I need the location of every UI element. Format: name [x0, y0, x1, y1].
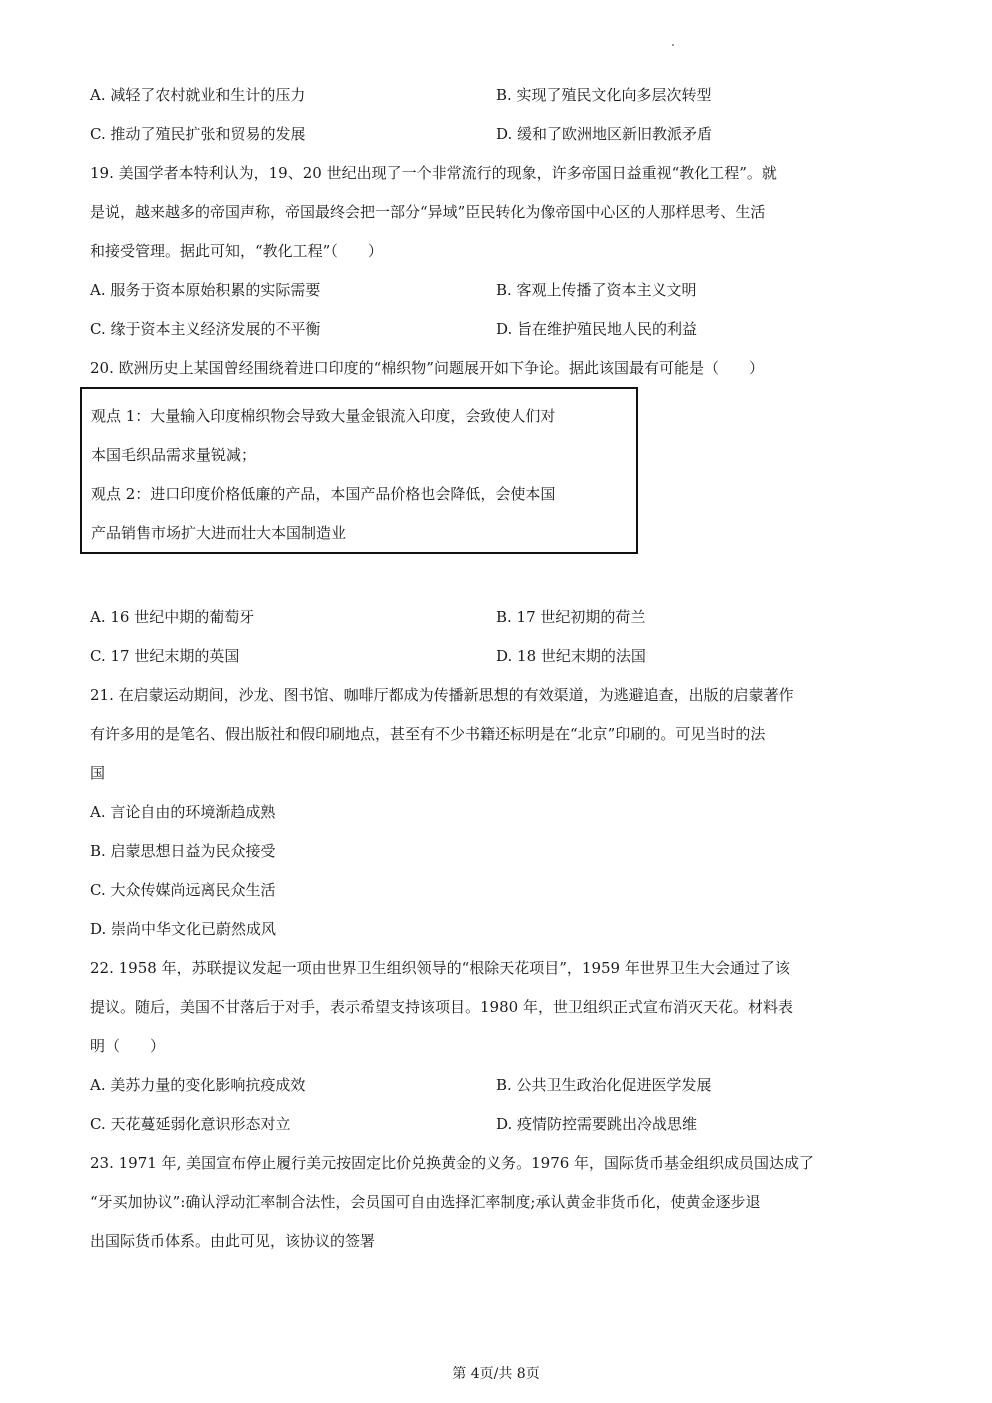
q20-option-a: A. 16 世纪中期的葡萄牙 — [90, 608, 255, 626]
q19-stem-line-1: 19. 美国学者本特利认为，19、20 世纪出现了一个非常流行的现象，许多帝国日益重视“教化工程”。就 — [90, 164, 777, 182]
q19-stem-line-3: 和接受管理。据此可知，“教化工程”（ ） — [90, 242, 383, 260]
q19-option-b: B. 客观上传播了资本主义文明 — [496, 281, 697, 299]
q21-stem-line-3: 国 — [90, 764, 106, 782]
q21-option-d: D. 崇尚中华文化已蔚然成风 — [90, 920, 277, 938]
q20-stem: 20. 欧洲历史上某国曾经围绕着进口印度的“棉织物”问题展开如下争论。据此该国最有可能是（ ） — [90, 359, 764, 377]
q20-box-line-1: 观点 1：大量输入印度棉织物会导致大量金银流入印度，会致使人们对 — [91, 407, 556, 425]
q21-stem-line-2: 有许多用的是笔名、假出版社和假印刷地点，甚至有不少书籍还标明是在“北京”印刷的。可见当时的法 — [90, 725, 766, 743]
q19-option-a: A. 服务于资本原始积累的实际需要 — [90, 281, 321, 299]
q20-option-c: C. 17 世纪末期的英国 — [90, 647, 240, 665]
page-number: 第 4页/共 8页 — [452, 1366, 540, 1382]
q19-option-c: C. 缘于资本主义经济发展的不平衡 — [90, 320, 321, 338]
q20-box-line-4: 产品销售市场扩大进而壮大本国制造业 — [91, 524, 347, 542]
q21-option-c: C. 大众传媒尚远离民众生活 — [90, 881, 276, 899]
q18-option-c: C. 推动了殖民扩张和贸易的发展 — [90, 125, 306, 143]
q18-option-d: D. 缓和了欧洲地区新旧教派矛盾 — [496, 125, 713, 143]
q23-stem-line-1: 23. 1971 年, 美国宣布停止履行美元按固定比价兑换黄金的义务。1976 年，国际货币基金组织成员国达成了 — [90, 1154, 815, 1172]
q22-option-c: C. 天花蔓延弱化意识形态对立 — [90, 1115, 291, 1133]
q23-stem-line-2: “牙买加协议”:确认浮动汇率制合法性，会员国可自由选择汇率制度;承认黄金非货币化，使黄金逐步退 — [90, 1193, 761, 1211]
q22-option-b: B. 公共卫生政治化促进医学发展 — [496, 1076, 712, 1094]
q19-option-d: D. 旨在维护殖民地人民的利益 — [496, 320, 698, 338]
q22-option-a: A. 美苏力量的变化影响抗疫成效 — [90, 1076, 306, 1094]
q21-stem-line-1: 21. 在启蒙运动期间，沙龙、图书馆、咖啡厅都成为传播新思想的有效渠道，为逃避追查，出版的启蒙著作 — [90, 686, 794, 704]
q20-material-box — [80, 387, 638, 554]
q20-option-d: D. 18 世纪末期的法国 — [496, 647, 646, 665]
q20-box-line-3: 观点 2：进口印度价格低廉的产品，本国产品价格也会降低，会使本国 — [91, 485, 556, 503]
q21-option-b: B. 启蒙思想日益为民众接受 — [90, 842, 276, 860]
q22-stem-line-3: 明（ ） — [90, 1037, 166, 1055]
q21-option-a: A. 言论自由的环境渐趋成熟 — [90, 803, 276, 821]
q22-option-d: D. 疫情防控需要跳出冷战思维 — [496, 1115, 698, 1133]
q18-option-b: B. 实现了殖民文化向多层次转型 — [496, 86, 712, 104]
q19-stem-line-2: 是说，越来越多的帝国声称，帝国最终会把一部分“异域”臣民转化为像帝国中心区的人那样思考、生活 — [90, 203, 766, 221]
stray-dot — [672, 44, 674, 46]
q20-box-line-2: 本国毛织品需求量锐减； — [91, 446, 257, 464]
q18-option-a: A. 减轻了农村就业和生计的压力 — [90, 86, 306, 104]
q23-stem-line-3: 出国际货币体系。由此可见，该协议的签署 — [90, 1232, 376, 1250]
q22-stem-line-1: 22. 1958 年，苏联提议发起一项由世界卫生组织领导的“根除天花项目”，1959 年世界卫生大会通过了该 — [90, 959, 790, 977]
q22-stem-line-2: 提议。随后，美国不甘落后于对手，表示希望支持该项目。1980 年，世卫组织正式宣布消灭天花。材料表 — [90, 998, 793, 1016]
q20-option-b: B. 17 世纪初期的荷兰 — [496, 608, 646, 626]
